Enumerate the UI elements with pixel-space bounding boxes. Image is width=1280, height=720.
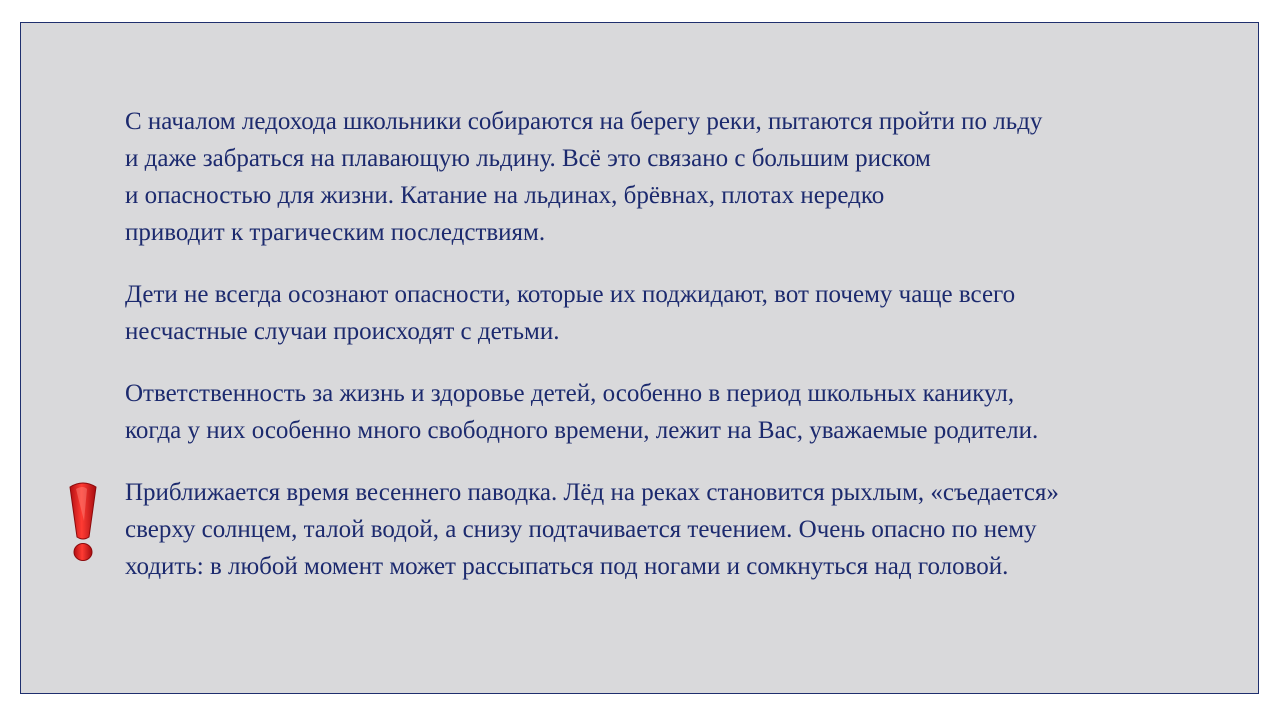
paragraph-parents-responsibility: [125, 375, 1205, 449]
paragraph-ice-drift: [125, 103, 1205, 251]
text-line: приводит к трагическим последствиям.: [125, 219, 546, 246]
text-line: С началом ледохода школьники собираются на берегу реки, пытаются пройти по льду: [125, 108, 1043, 135]
text-line: Ответственность за жизнь и здоровье детей, особенно в период школьных каникул,: [125, 380, 1015, 407]
slide-panel: [20, 22, 1259, 694]
text-line: и даже забраться на плавающую льдину. Всё это связано с большим риском: [125, 145, 931, 172]
paragraph-children-danger: [125, 276, 1205, 350]
text-line: несчастные случаи происходят с детьми.: [125, 318, 560, 345]
text-line: ходить: в любой момент может рассыпаться под ногами и сомкнуться над головой.: [125, 553, 1009, 580]
text-block: [125, 103, 1205, 610]
text-line: когда у них особенно много свободного времени, лежит на Вас, уважаемые родители.: [125, 417, 1039, 444]
text-line: и опасностью для жизни. Катание на льдинах, брёвнах, плотах нередко: [125, 182, 885, 209]
paragraph-spring-flood: [125, 474, 1205, 585]
exclamation-icon: [65, 481, 101, 563]
text-line: сверху солнцем, талой водой, а снизу подтачивается течением. Очень опасно по нему: [125, 516, 1037, 543]
text-line: Приближается время весеннего паводка. Лёд на реках становится рыхлым, «съедается»: [125, 479, 1059, 506]
text-line: Дети не всегда осознают опасности, которые их поджидают, вот почему чаще всего: [125, 281, 1016, 308]
